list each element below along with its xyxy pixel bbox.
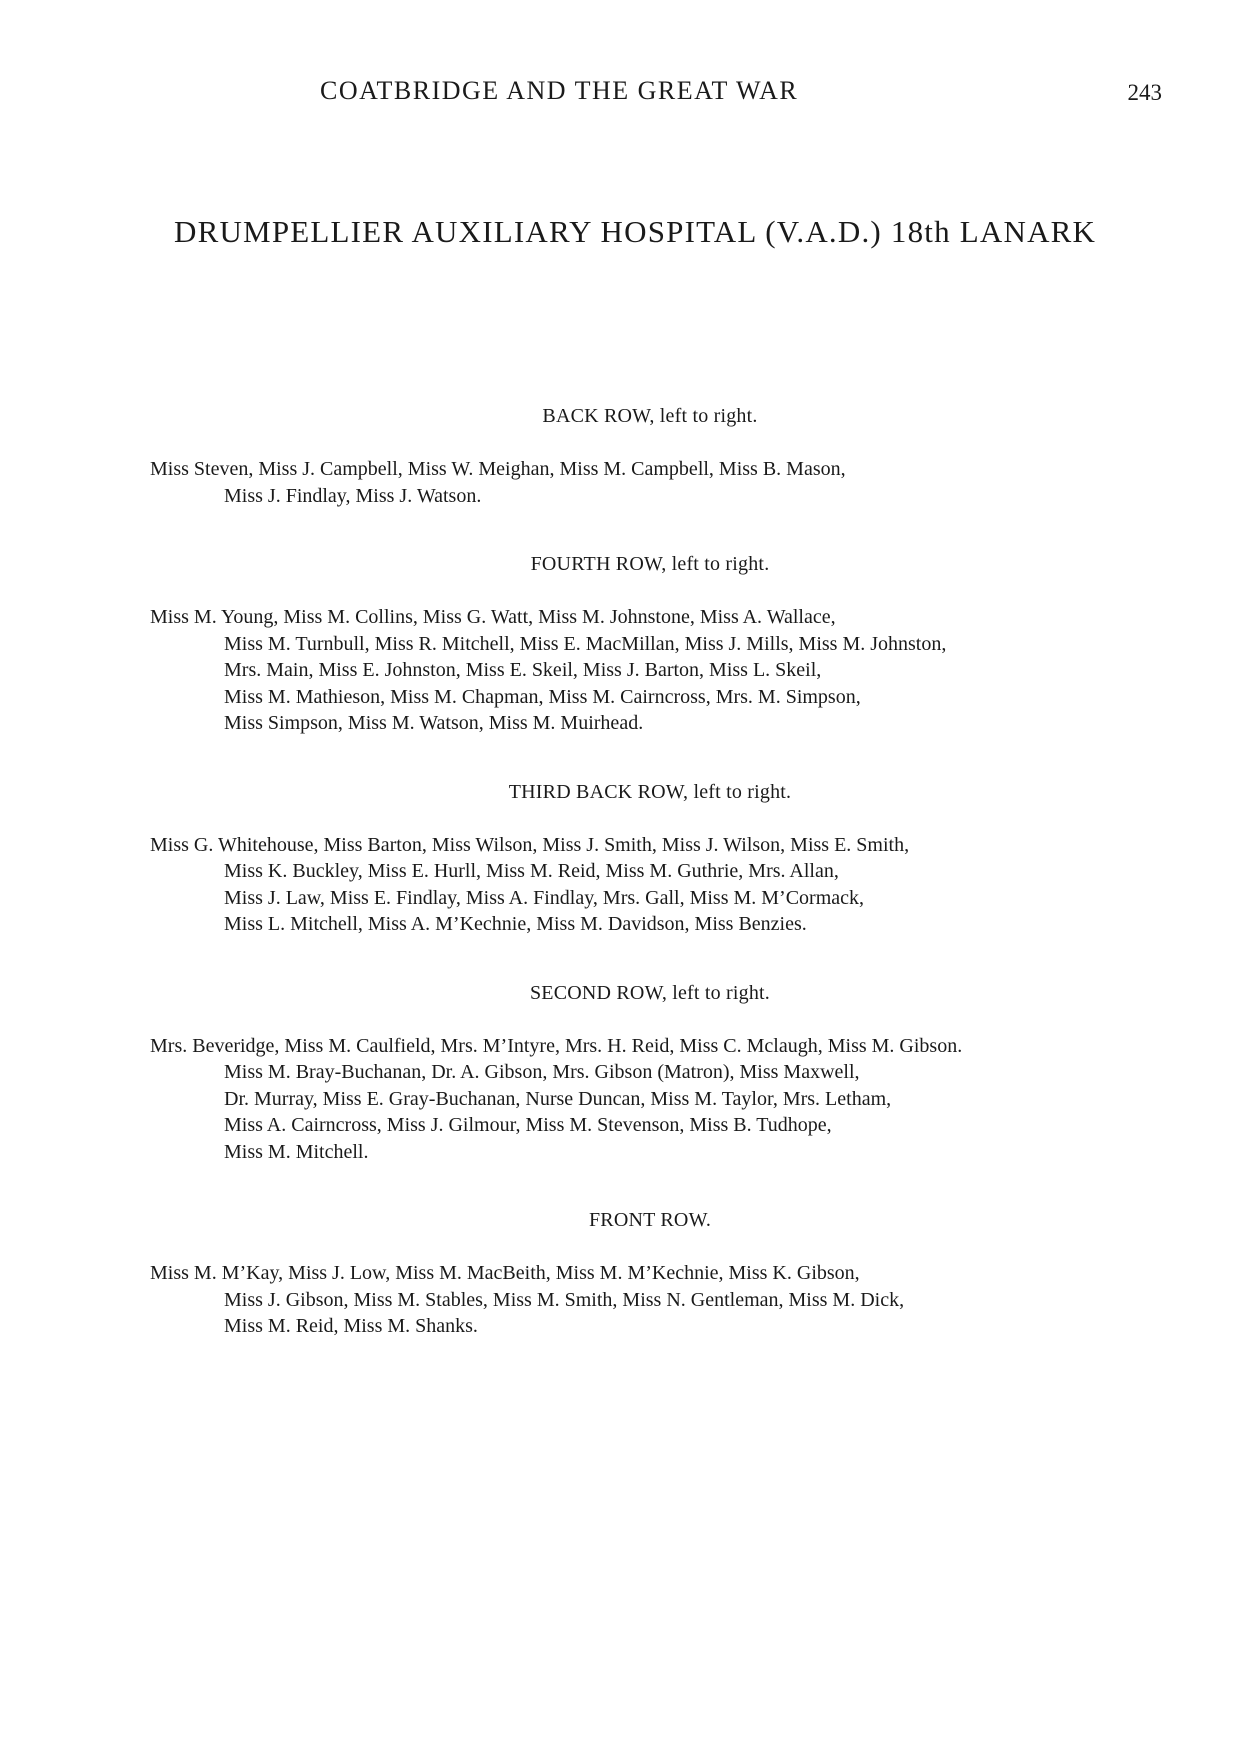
- name-line: Miss L. Mitchell, Miss A. M’Kechnie, Miss M. Davidson, Miss Benzies.: [224, 913, 807, 935]
- name-line: Miss J. Law, Miss E. Findlay, Miss A. Findlay, Mrs. Gall, Miss M. M’Cormack,: [224, 886, 865, 909]
- name-line: Miss M. Mathieson, Miss M. Chapman, Miss M. Cairncross, Mrs. M. Simpson,: [224, 685, 861, 708]
- row-section-back: [150, 405, 1170, 509]
- name-line: Miss M. Turnbull, Miss R. Mitchell, Miss E. MacMillan, Miss J. Mills, Miss M. Johnston,: [224, 632, 947, 655]
- name-line: Miss A. Cairncross, Miss J. Gilmour, Miss M. Stevenson, Miss B. Tudhope,: [224, 1114, 832, 1136]
- name-line: Miss M. M’Kay, Miss J. Low, Miss M. MacBeith, Miss M. M’Kechnie, Miss K. Gibson,: [150, 1262, 860, 1284]
- name-line: Miss K. Buckley, Miss E. Hurll, Miss M. Reid, Miss M. Guthrie, Mrs. Allan,: [224, 860, 839, 882]
- row-section-third-back: [150, 781, 1170, 938]
- name-line: Miss M. Reid, Miss M. Shanks.: [224, 1315, 478, 1337]
- name-line: Mrs. Main, Miss E. Johnston, Miss E. Skeil, Miss J. Barton, Miss L. Skeil,: [224, 659, 822, 681]
- page-number: 243: [1127, 80, 1162, 105]
- name-list: [150, 1260, 1170, 1340]
- page-title: DRUMPELLIER AUXILIARY HOSPITAL (V.A.D.) 18th LANARK: [174, 214, 1097, 249]
- row-heading: FOURTH ROW, left to right.: [530, 553, 770, 575]
- name-line: Miss J. Findlay, Miss J. Watson.: [224, 484, 482, 507]
- name-line: Dr. Murray, Miss E. Gray-Buchanan, Nurse Duncan, Miss M. Taylor, Mrs. Letham,: [224, 1087, 892, 1110]
- name-list: [150, 604, 1170, 737]
- name-line: Miss J. Gibson, Miss M. Stables, Miss M. Smith, Miss N. Gentleman, Miss M. Dick,: [224, 1288, 905, 1311]
- photo-caption-roster: [150, 405, 1170, 1384]
- name-line: Mrs. Beveridge, Miss M. Caulfield, Mrs. M’Intyre, Mrs. H. Reid, Miss C. Mclaugh, Miss M. Gibson.: [150, 1034, 963, 1057]
- name-line: Miss Steven, Miss J. Campbell, Miss W. Meighan, Miss M. Campbell, Miss B. Mason,: [150, 458, 846, 480]
- name-line: Miss M. Young, Miss M. Collins, Miss G. Watt, Miss M. Johnstone, Miss A. Wallace,: [150, 606, 836, 628]
- name-list: [150, 1033, 1170, 1166]
- row-heading: THIRD BACK ROW, left to right.: [508, 780, 792, 803]
- name-line: Miss M. Bray-Buchanan, Dr. A. Gibson, Mrs. Gibson (Matron), Miss Maxwell,: [224, 1061, 860, 1083]
- row-heading: FRONT ROW.: [588, 1209, 712, 1231]
- name-line: Miss Simpson, Miss M. Watson, Miss M. Muirhead.: [224, 712, 644, 734]
- running-title: COATBRIDGE AND THE GREAT WAR: [320, 76, 799, 105]
- row-heading: SECOND ROW, left to right.: [529, 981, 770, 1004]
- row-section-fourth: [150, 553, 1170, 737]
- name-line: Miss G. Whitehouse, Miss Barton, Miss Wilson, Miss J. Smith, Miss J. Wilson, Miss E. Smith,: [150, 833, 910, 856]
- name-line: Miss M. Mitchell.: [224, 1140, 369, 1163]
- name-list: [150, 456, 1170, 509]
- row-heading: BACK ROW, left to right.: [542, 405, 758, 427]
- row-section-front: [150, 1209, 1170, 1340]
- name-list: [150, 832, 1170, 938]
- row-section-second: [150, 982, 1170, 1166]
